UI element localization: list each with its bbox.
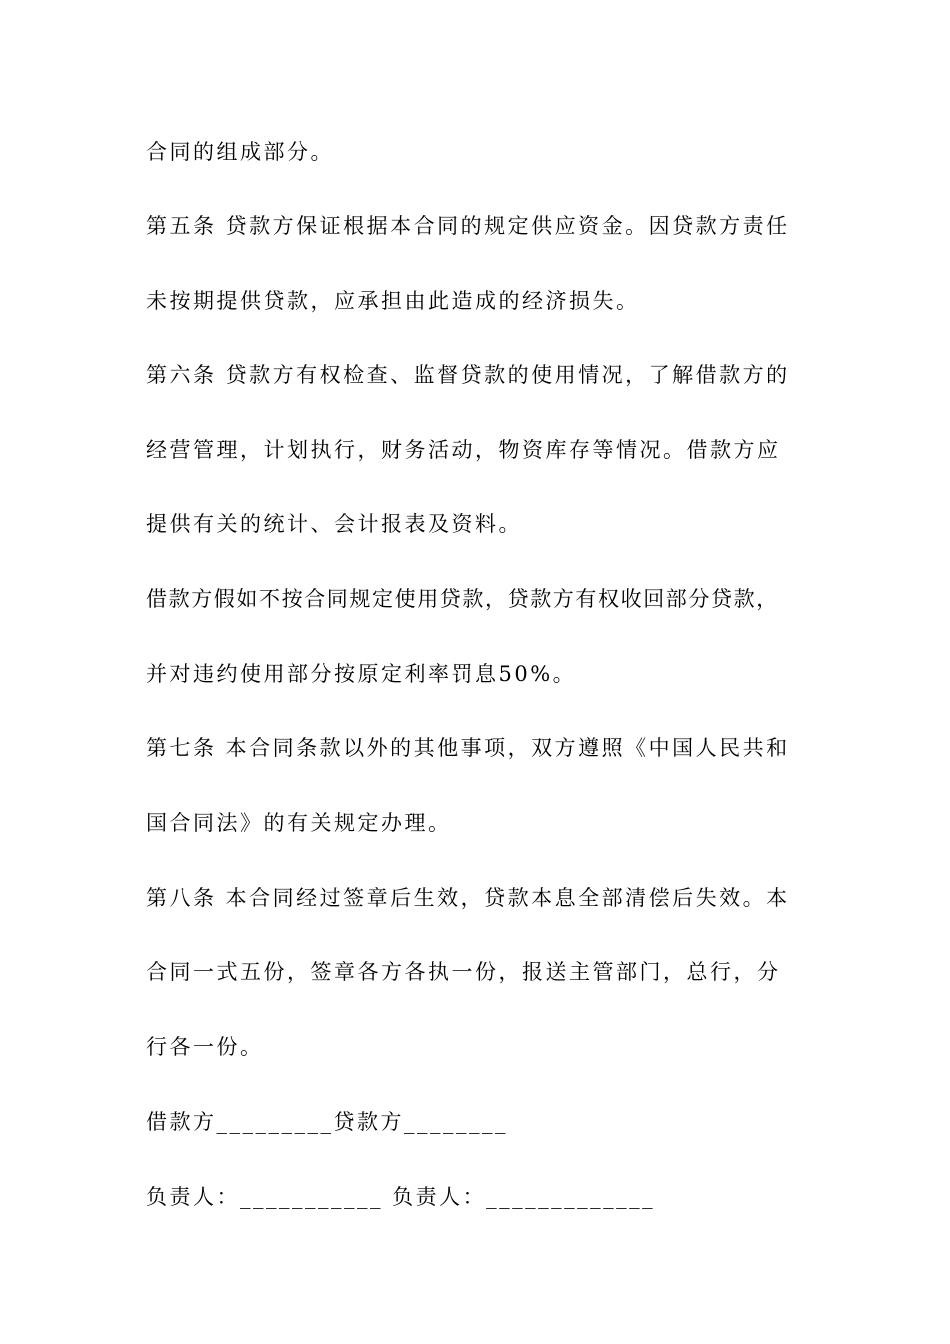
text-line-11: 第八条 本合同经过签章后生效，贷款本息全部清偿后失效。本 [146, 886, 790, 910]
text-line-12: 合同一式五份，签章各方各执一份，报送主管部门，总行，分 [146, 960, 781, 984]
text-line-3: 未按期提供贷款，应承担由此造成的经济损失。 [146, 289, 640, 313]
text-line-10: 国合同法》的有关规定办理。 [146, 811, 452, 835]
signature-line-responsible: 负责人：___________ 负责人：_____________ [146, 1185, 656, 1209]
text-line-1: 合同的组成部分。 [146, 140, 334, 164]
text-line-6: 提供有关的统计、会计报表及资料。 [146, 512, 522, 536]
text-line-2: 第五条 贷款方保证根据本合同的规定供应资金。因贷款方责任 [146, 214, 790, 238]
text-line-7: 借款方假如不按合同规定使用贷款，贷款方有权收回部分贷款， [146, 587, 779, 611]
text-line-13: 行各一份。 [146, 1035, 264, 1059]
text-line-4: 第六条 贷款方有权检查、监督贷款的使用情况，了解借款方的 [146, 363, 790, 387]
text-line-5: 经营管理，计划执行，财务活动，物资库存等情况。借款方应 [146, 438, 781, 462]
signature-line-parties: 借款方_________贷款方________ [146, 1110, 508, 1134]
text-line-8: 并对违约使用部分按原定利率罚息50%。 [146, 662, 577, 686]
text-line-9: 第七条 本合同条款以外的其他事项，双方遵照《中国人民共和 [146, 736, 790, 760]
